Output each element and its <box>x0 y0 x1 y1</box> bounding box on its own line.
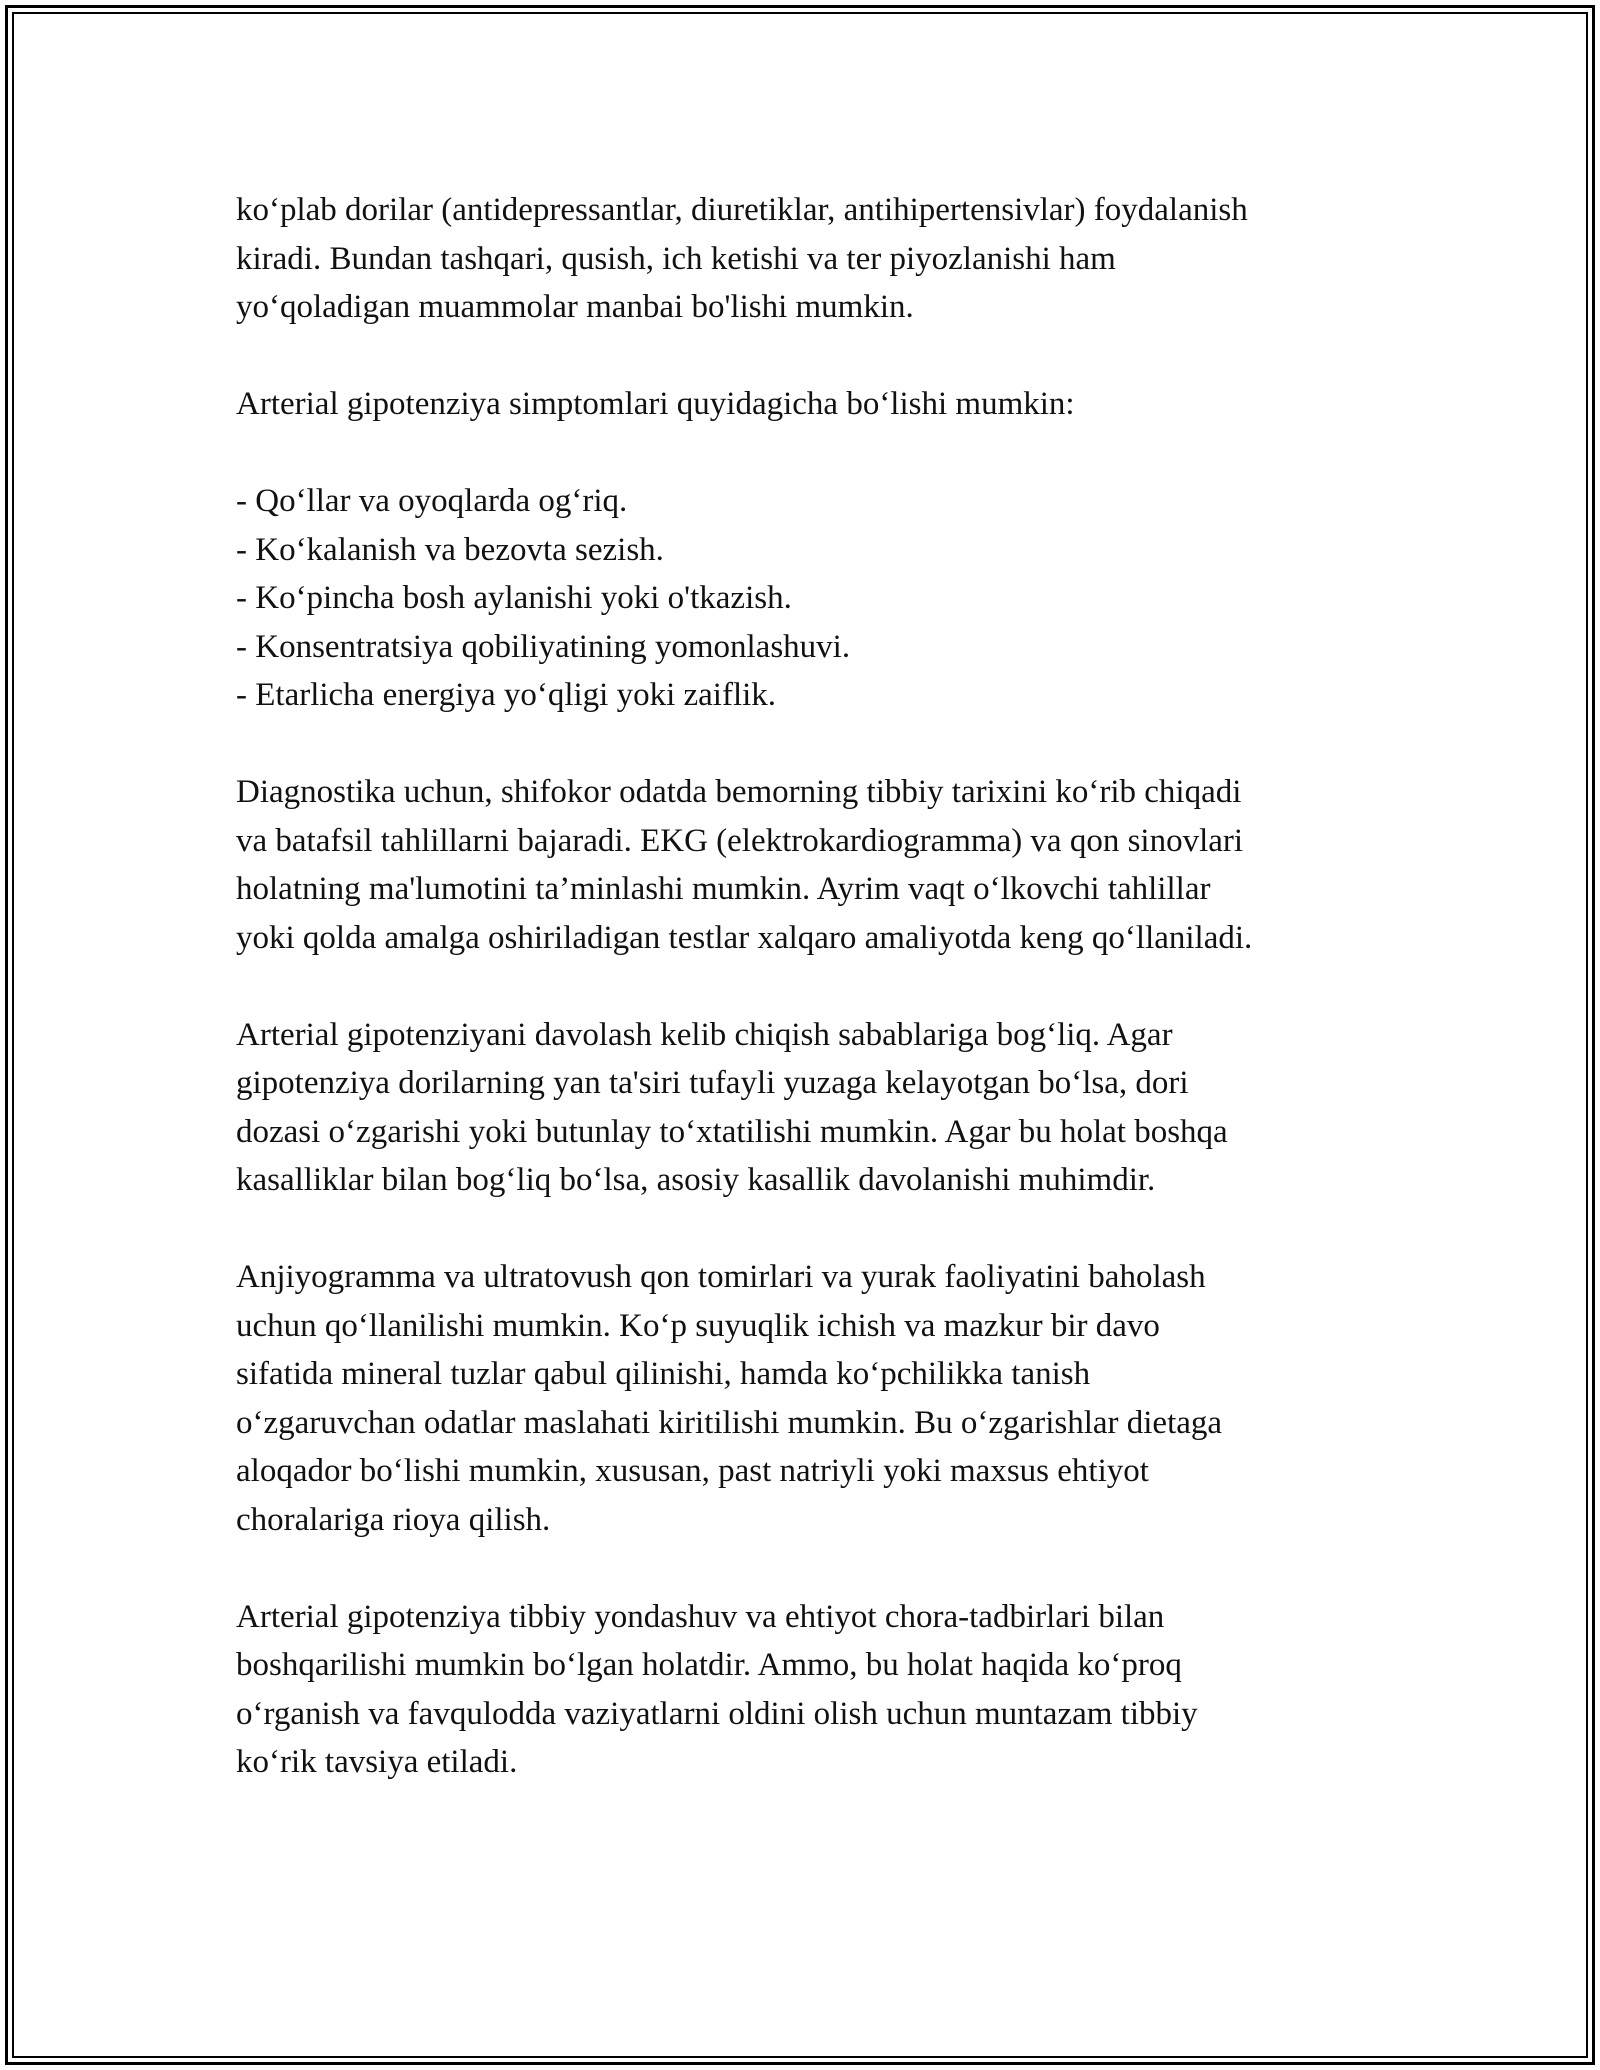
list-item: - Ko‘pincha bosh aylanishi yoki o'tkazish. <box>236 580 792 616</box>
paragraph-intro-continuation: ko‘plab dorilar (antidepressantlar, diuretiklar, antihipertensivlar) foydalanish kiradi. Bundan tashqari, qusish, ich ketishi va ter piyozlanishi ham yo‘qoladigan muammolar manbai bo'lishi mumkin. <box>236 192 1248 325</box>
paragraph-methods: Anjiyogramma va ultratovush qon tomirlari va yurak faoliyatini baholash uchun qo‘llanilishi mumkin. Ko‘p suyuqlik ichish va mazkur bir davo sifatida mineral tuzlar qabul qilinishi, hamda ko‘pchilikka tanish o‘zgaruvchan odatlar maslahati kiritilishi mumkin. Bu o‘zgarishlar dietaga aloqador bo‘lishi mumkin, xususan, past natriyli yoki maxsus ehtiyot choralariga rioya qilish. <box>236 1259 1223 1538</box>
list-item: - Qo‘llar va oyoqlarda og‘riq. <box>236 483 628 519</box>
list-item: - Konsentratsiya qobiliyatining yomonlashuvi. <box>236 628 851 665</box>
paragraph-diagnostics: Diagnostika uchun, shifokor odatda bemorning tibbiy tarixini ko‘rib chiqadi va batafsil tahlillarni bajaradi. EKG (elektrokardiogramma) va qon sinovlari holatning ma'lumotini ta’minlashi mumkin. Ayrim vaqt o‘lkovchi tahlillar yoki qolda amalga oshiriladigan testlar xalqaro amaliyotda keng qo‘llaniladi. <box>236 774 1253 956</box>
paragraph-symptoms-intro: Arterial gipotenziya simptomlari quyidagicha bo‘lishi mumkin: <box>236 386 1075 422</box>
list-item: - Etarlicha energiya yo‘qligi yoki zaiflik. <box>236 677 777 713</box>
paragraph-treatment: Arterial gipotenziyani davolash kelib chiqish sabablariga bog‘liq. Agar gipotenziya dorilarning yan ta'siri tufayli yuzaga kelayotgan bo‘lsa, dori dozasi o‘zgarishi yoki butunlay to‘xtatilishi mumkin. Agar bu holat boshqa kasalliklar bilan bog‘liq bo‘lsa, asosiy kasallik davolanishi muhimdir. <box>236 1016 1228 1198</box>
symptoms-list <box>236 477 1386 720</box>
paragraph-conclusion: Arterial gipotenziya tibbiy yondashuv va ehtiyot chora-tadbirlari bilan boshqarilishi mumkin bo‘lgan holatdir. Ammo, bu holat haqida ko‘proq o‘rganish va favqulodda vaziyatlarni oldini olish uchun muntazam tibbiy ko‘rik tavsiya etiladi. <box>236 1598 1198 1780</box>
list-item: - Ko‘kalanish va bezovta sezish. <box>236 531 664 568</box>
document-body <box>236 186 1386 1835</box>
